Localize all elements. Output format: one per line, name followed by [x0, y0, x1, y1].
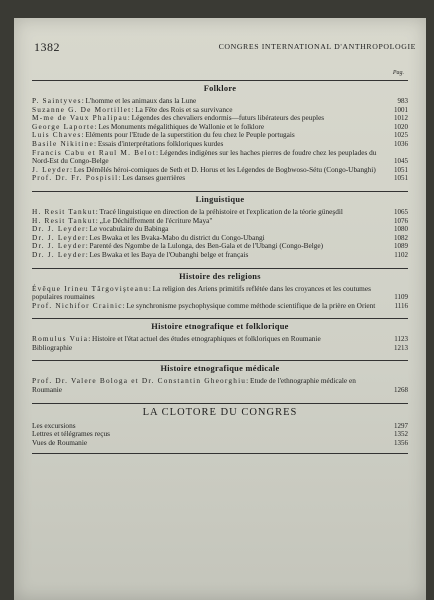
entry-page-number: 1082 — [394, 233, 408, 242]
entry-title: : Le synchronisme psychophysique comme méthode scientifique de la prière en Orient — [122, 300, 376, 310]
entry-title: : Les Bwaka et les Baya de l'Oubanghi belge et français — [85, 249, 249, 259]
entry-page-number: 1051 — [394, 174, 408, 183]
entry-title: Vues de Roumanie — [32, 437, 88, 447]
running-title: CONGRES INTERNATIONAL D'ANTHROPOLOGIE — [218, 42, 416, 51]
section-heading: Histoire etnografique et folklorique — [32, 318, 408, 331]
toc-entry — [32, 285, 408, 302]
entry-title: : Tracé linguistique en direction de la préhistoire et l'explication de la téorie güneşdil — [95, 206, 343, 216]
entry-page-number: 1123 — [394, 335, 408, 344]
entry-page-number: 1116 — [394, 301, 408, 310]
toc-entry — [32, 439, 408, 448]
entry-page-number: 1051 — [394, 165, 408, 174]
entry-author: Francis Cabu et Raul M. Belot — [32, 147, 156, 157]
entry-page-number: 1012 — [394, 114, 408, 123]
entry-author: Évêque Irineu Târgovişteanu — [32, 283, 149, 293]
entry-author: H. Resit Tankut — [32, 215, 96, 225]
toc-entry — [32, 377, 408, 394]
entry-author: Dr. J. Leyder — [32, 249, 86, 259]
page-number: 1382 — [34, 40, 60, 54]
toc-entry — [32, 302, 408, 311]
entry-title: : Parenté des Ngombe de la Lulonga, des Ben-Gala et de l'Ubangi (Congo-Belge) — [85, 241, 324, 251]
entry-author: Romulus Vuia — [32, 334, 89, 344]
section-heading: Folklore — [32, 80, 408, 93]
entry-page-number: 1020 — [394, 122, 408, 131]
entry-author: Prof. Dr. Fr. Pospisil — [32, 173, 119, 183]
entry-page-number: 1025 — [394, 131, 408, 140]
entry-author: M-me de Vaux Phalipau — [32, 113, 128, 123]
entry-author: Dr. J. Leyder — [32, 241, 86, 251]
entry-author: Dr. J. Leyder — [32, 232, 86, 242]
entry-author: H. Resit Tankut — [32, 206, 96, 216]
entry-author: J. Leyder — [32, 164, 70, 174]
entry-author: George Laporte — [32, 121, 95, 131]
entry-page-number: 1213 — [394, 343, 408, 352]
entry-page-number: 1045 — [394, 157, 408, 166]
entry-title: : Eléments pour l'Etude de la superstition du feu chez le Peuple portugais — [81, 130, 295, 140]
entry-title: : La Fête des Rois et sa survivance — [131, 104, 233, 114]
toc-entry — [32, 335, 408, 344]
entry-page-number: 983 — [397, 97, 408, 105]
entry-author: P. Saintyves — [32, 96, 82, 105]
section-heading: Histoire etnografique médicale — [32, 360, 408, 373]
entry-title: : „Le Déchiffrement de l'écriture Maya" — [95, 215, 213, 225]
entry-title: : Histoire et l'état actuel des études etnographiques et folkloriques en Roumanie — [88, 334, 321, 344]
entry-author: Prof. Nichifor Crainic — [32, 300, 123, 310]
entry-page-number: 1089 — [394, 242, 408, 251]
entry-title: : Le vocabulaire du Babinga — [85, 224, 169, 234]
entry-title: : Etude de l'ethnographie médicale en Roumanie — [32, 376, 356, 395]
entry-page-number: 1102 — [394, 250, 408, 259]
entry-page-number: 1352 — [394, 430, 408, 439]
entry-page-number: 1001 — [394, 105, 408, 114]
book-page — [14, 18, 426, 600]
entry-title: Les excursions — [32, 420, 76, 430]
entry-author: Dr. J. Leyder — [32, 224, 86, 234]
toc-entry — [32, 344, 408, 353]
page-header — [34, 40, 416, 56]
entry-page-number: 1080 — [394, 225, 408, 234]
entry-page-number: 1076 — [394, 216, 408, 225]
entry-title: : Essais d'interprétations folkloriques kurdes — [93, 138, 224, 148]
entry-page-number: 1297 — [394, 421, 408, 430]
table-of-contents — [32, 76, 408, 454]
section-heading: LA CLOTORE DU CONGRES — [32, 403, 408, 418]
entry-title: Lettres et télégrames reçus — [32, 429, 110, 439]
page-column-label: Pag. — [392, 70, 404, 76]
entry-title: : Les Démêlés héroi-comiques de Seth et D. Horus et les Légendes de Bogbwoso-Sétu (Congo-Ubanghi) — [69, 164, 376, 174]
closing-rule — [32, 453, 408, 454]
entry-title: : Les Bwaka et les Bvaka-Mabo du district du Congo-Ubangi — [85, 232, 265, 242]
entry-title: : Légendes des chevaliers endormis—futurs libérateurs des peuples — [127, 113, 325, 123]
entry-title: : La religion des Ariens primitifs reflétée dans les croyances et les coutumes populaires roumaines — [32, 283, 371, 302]
entry-title: : Les Monuments mégalithiques de Wallonie et le folklore — [94, 121, 265, 131]
entry-page-number: 1065 — [394, 207, 408, 216]
toc-entry — [32, 174, 408, 183]
toc-entry — [32, 149, 408, 166]
entry-title: : Légendes indigènes sur les haches pierres de foudre chez les peuplades du Nord-Est du Congo-Belge — [32, 147, 377, 166]
entry-page-number: 1109 — [394, 293, 408, 302]
entry-title: : L'homme et les animaux dans la Lune — [81, 96, 197, 105]
entry-author: Basile Nikitine — [32, 138, 94, 148]
toc-entry — [32, 251, 408, 260]
entry-author: Prof. Dr. Valere Bologa et Dr. Constantin Gheorghiu — [32, 376, 247, 386]
entry-author: Luis Chaves — [32, 130, 82, 140]
entry-page-number: 1036 — [394, 139, 408, 148]
section-heading: Linguistique — [32, 191, 408, 204]
entry-title: Bibliographie — [32, 342, 73, 352]
entry-author: Suzanne G. De Mortillet — [32, 104, 132, 114]
section-heading: Histoire des religions — [32, 268, 408, 281]
toc-entry — [32, 430, 408, 439]
entry-page-number: 1356 — [394, 438, 408, 447]
entry-page-number: 1268 — [394, 386, 408, 395]
entry-title: : Les danses guerrières — [118, 173, 186, 183]
